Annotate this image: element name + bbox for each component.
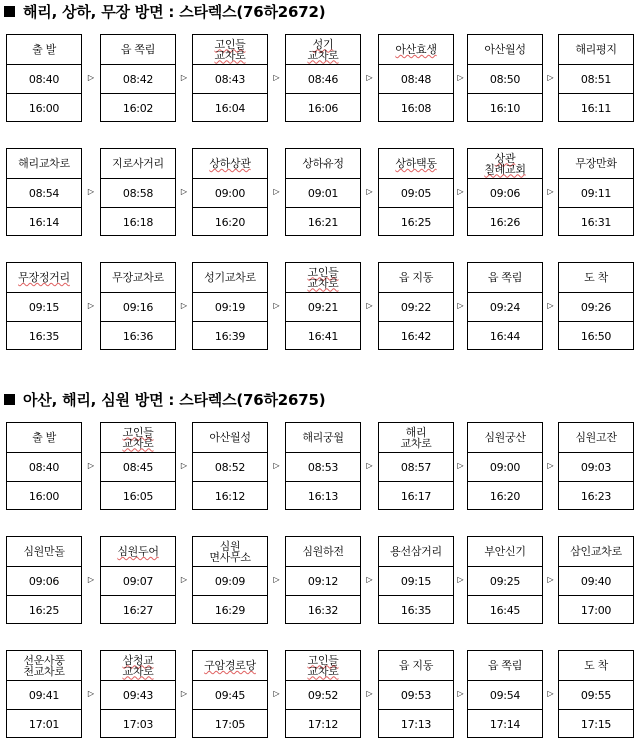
afternoon-time: 16:45 bbox=[489, 603, 521, 617]
afternoon-time: 16:13 bbox=[307, 489, 339, 503]
stop-cell bbox=[378, 650, 454, 738]
stop-name-text: 삼청교 교차로 bbox=[122, 653, 154, 678]
stop-name bbox=[286, 537, 360, 567]
morning-time: 09:41 bbox=[7, 681, 81, 710]
arrow-right-icon: ▷ bbox=[547, 461, 554, 470]
stop-name-text: 읍 지동 bbox=[398, 659, 434, 672]
afternoon-time: 17:01 bbox=[28, 717, 60, 731]
stop-name-text: 성기 교차로 bbox=[307, 37, 339, 62]
stop-name bbox=[559, 263, 633, 293]
stop-cell bbox=[378, 34, 454, 122]
afternoon-time: 16:25 bbox=[28, 603, 60, 617]
morning-time: 09:54 bbox=[468, 681, 542, 710]
stop-name-text: 무장정거리 bbox=[18, 271, 70, 284]
afternoon-time: 16:25 bbox=[400, 215, 432, 229]
stop-cell bbox=[285, 536, 361, 624]
stop-cell bbox=[285, 650, 361, 738]
bullet-square-icon bbox=[4, 394, 15, 405]
stop-name bbox=[379, 35, 453, 65]
stop-cell bbox=[192, 262, 268, 350]
afternoon-time: 16:17 bbox=[400, 489, 432, 503]
morning-time: 09:26 bbox=[559, 293, 633, 322]
morning-time: 09:16 bbox=[101, 293, 175, 322]
stop-name-text: 심원두어 bbox=[117, 545, 159, 558]
afternoon-time: 16:50 bbox=[580, 329, 612, 343]
arrow-right-icon: ▷ bbox=[366, 461, 373, 470]
stop-name-text: 해리평지 bbox=[575, 43, 617, 56]
stop-cell bbox=[285, 148, 361, 236]
stop-name bbox=[379, 263, 453, 293]
morning-time: 09:21 bbox=[286, 293, 360, 322]
morning-time: 08:54 bbox=[7, 179, 81, 208]
route-title bbox=[4, 390, 325, 410]
morning-time: 08:57 bbox=[379, 453, 453, 482]
stop-cell bbox=[467, 148, 543, 236]
stop-name bbox=[101, 263, 175, 293]
stop-name-text: 심원궁산 bbox=[484, 431, 526, 444]
stop-cell bbox=[100, 148, 176, 236]
stop-name bbox=[7, 149, 81, 179]
stop-cell bbox=[192, 34, 268, 122]
stop-cell bbox=[558, 262, 634, 350]
stop-cell bbox=[100, 262, 176, 350]
stop-name bbox=[468, 35, 542, 65]
stop-name-text: 심원만돌 bbox=[23, 545, 65, 558]
stop-name-text: 도 착 bbox=[584, 271, 608, 284]
stop-name-text: 아산월성 bbox=[484, 43, 526, 56]
arrow-right-icon: ▷ bbox=[366, 301, 373, 310]
stop-name bbox=[559, 35, 633, 65]
morning-time: 09:52 bbox=[286, 681, 360, 710]
arrow-right-icon: ▷ bbox=[457, 461, 464, 470]
morning-time: 09:15 bbox=[7, 293, 81, 322]
stop-name bbox=[7, 651, 81, 681]
arrow-right-icon: ▷ bbox=[273, 689, 280, 698]
stop-name-text: 해리궁월 bbox=[302, 431, 344, 444]
arrow-right-icon: ▷ bbox=[366, 187, 373, 196]
morning-time: 08:45 bbox=[101, 453, 175, 482]
stop-cell bbox=[378, 262, 454, 350]
afternoon-time: 16:39 bbox=[214, 329, 246, 343]
arrow-right-icon: ▷ bbox=[457, 73, 464, 82]
stop-name bbox=[286, 35, 360, 65]
morning-time: 09:45 bbox=[193, 681, 267, 710]
stop-name-text: 지로사거리 bbox=[112, 157, 164, 170]
arrow-right-icon: ▷ bbox=[87, 187, 95, 196]
afternoon-time: 16:42 bbox=[400, 329, 432, 343]
afternoon-time: 16:00 bbox=[28, 489, 60, 503]
morning-time: 09:12 bbox=[286, 567, 360, 596]
afternoon-time: 16:05 bbox=[122, 489, 154, 503]
stop-cell bbox=[467, 650, 543, 738]
morning-time: 09:07 bbox=[101, 567, 175, 596]
stop-name bbox=[286, 651, 360, 681]
afternoon-time: 16:21 bbox=[307, 215, 339, 229]
afternoon-time: 17:12 bbox=[307, 717, 339, 731]
stop-name-text: 해리교차로 bbox=[18, 157, 70, 170]
afternoon-time: 16:41 bbox=[307, 329, 339, 343]
arrow-right-icon: ▷ bbox=[180, 575, 188, 584]
stop-name-text: 고인들 교차로 bbox=[307, 265, 339, 290]
morning-time: 08:52 bbox=[193, 453, 267, 482]
afternoon-time: 16:20 bbox=[214, 215, 246, 229]
stop-name bbox=[468, 423, 542, 453]
stop-name-text: 아산효생 bbox=[395, 43, 437, 56]
afternoon-time: 16:08 bbox=[400, 101, 432, 115]
arrow-right-icon: ▷ bbox=[87, 575, 95, 584]
morning-time: 08:48 bbox=[379, 65, 453, 94]
arrow-right-icon: ▷ bbox=[273, 187, 280, 196]
morning-time: 08:50 bbox=[468, 65, 542, 94]
morning-time: 09:09 bbox=[193, 567, 267, 596]
stop-name-text: 고인들 교차로 bbox=[307, 653, 339, 678]
stop-cell bbox=[378, 148, 454, 236]
stop-name-text: 심원고잔 bbox=[575, 431, 617, 444]
stop-name-text: 상관 칠례교회 bbox=[484, 151, 526, 176]
stop-cell bbox=[192, 148, 268, 236]
afternoon-time: 16:32 bbox=[307, 603, 339, 617]
arrow-right-icon: ▷ bbox=[457, 187, 464, 196]
stop-cell bbox=[100, 536, 176, 624]
afternoon-time: 16:11 bbox=[580, 101, 612, 115]
arrow-right-icon: ▷ bbox=[547, 187, 554, 196]
morning-time: 09:24 bbox=[468, 293, 542, 322]
stop-cell bbox=[6, 34, 82, 122]
stop-cell bbox=[558, 148, 634, 236]
stop-name bbox=[286, 423, 360, 453]
route-title-text: 아산, 해리, 심원 방면 : 스타렉스(76하2675) bbox=[23, 391, 326, 409]
stop-cell bbox=[6, 262, 82, 350]
stop-name bbox=[379, 149, 453, 179]
stop-name bbox=[468, 149, 542, 179]
arrow-right-icon: ▷ bbox=[457, 689, 464, 698]
stop-cell bbox=[285, 422, 361, 510]
morning-time: 09:06 bbox=[468, 179, 542, 208]
morning-time: 08:58 bbox=[101, 179, 175, 208]
stop-name-text: 도 착 bbox=[584, 659, 608, 672]
afternoon-time: 17:00 bbox=[580, 603, 612, 617]
stop-name-text: 상하유정 bbox=[302, 157, 344, 170]
stop-name bbox=[559, 651, 633, 681]
stop-name-text: 읍 쪽림 bbox=[487, 271, 523, 284]
morning-time: 08:53 bbox=[286, 453, 360, 482]
stop-name-text: 읍 지동 bbox=[398, 271, 434, 284]
stop-cell bbox=[378, 536, 454, 624]
stop-cell bbox=[100, 34, 176, 122]
arrow-right-icon: ▷ bbox=[87, 689, 95, 698]
morning-time: 08:43 bbox=[193, 65, 267, 94]
afternoon-time: 16:20 bbox=[489, 489, 521, 503]
afternoon-time: 16:36 bbox=[122, 329, 154, 343]
morning-time: 09:11 bbox=[559, 179, 633, 208]
morning-time: 09:55 bbox=[559, 681, 633, 710]
stop-cell bbox=[100, 422, 176, 510]
stop-name bbox=[559, 537, 633, 567]
afternoon-time: 17:15 bbox=[580, 717, 612, 731]
stop-cell bbox=[192, 536, 268, 624]
stop-name bbox=[101, 651, 175, 681]
stop-name bbox=[193, 263, 267, 293]
stop-cell bbox=[6, 148, 82, 236]
stop-name-text: 부안신기 bbox=[484, 545, 526, 558]
stop-name-text: 심원하전 bbox=[302, 545, 344, 558]
arrow-right-icon: ▷ bbox=[273, 73, 280, 82]
morning-time: 09:53 bbox=[379, 681, 453, 710]
arrow-right-icon: ▷ bbox=[366, 689, 373, 698]
stop-cell bbox=[467, 262, 543, 350]
morning-time: 08:40 bbox=[7, 65, 81, 94]
morning-time: 08:40 bbox=[7, 453, 81, 482]
stop-name-text: 용선삼거리 bbox=[390, 545, 442, 558]
stop-cell bbox=[285, 262, 361, 350]
stop-cell bbox=[467, 34, 543, 122]
stop-name-text: 읍 쪽림 bbox=[120, 43, 156, 56]
morning-time: 09:01 bbox=[286, 179, 360, 208]
stop-name bbox=[193, 537, 267, 567]
afternoon-time: 17:13 bbox=[400, 717, 432, 731]
morning-time: 09:22 bbox=[379, 293, 453, 322]
arrow-right-icon: ▷ bbox=[366, 73, 373, 82]
afternoon-time: 16:12 bbox=[214, 489, 246, 503]
arrow-right-icon: ▷ bbox=[547, 689, 554, 698]
afternoon-time: 16:29 bbox=[214, 603, 246, 617]
stop-name bbox=[286, 263, 360, 293]
arrow-right-icon: ▷ bbox=[180, 301, 188, 310]
stop-name bbox=[286, 149, 360, 179]
stop-name bbox=[193, 35, 267, 65]
stop-name-text: 고인들 교차로 bbox=[214, 37, 246, 62]
stop-name-text: 해리 교차로 bbox=[400, 425, 432, 450]
morning-time: 09:25 bbox=[468, 567, 542, 596]
stop-name-text: 선운사풍 천교차로 bbox=[23, 653, 65, 678]
morning-time: 09:00 bbox=[468, 453, 542, 482]
stop-name bbox=[468, 263, 542, 293]
stop-name bbox=[559, 423, 633, 453]
afternoon-time: 17:14 bbox=[489, 717, 521, 731]
arrow-right-icon: ▷ bbox=[180, 187, 188, 196]
stop-name bbox=[559, 149, 633, 179]
stop-name bbox=[193, 651, 267, 681]
afternoon-time: 16:35 bbox=[400, 603, 432, 617]
arrow-right-icon: ▷ bbox=[180, 73, 188, 82]
afternoon-time: 16:31 bbox=[580, 215, 612, 229]
stop-cell bbox=[467, 422, 543, 510]
morning-time: 09:40 bbox=[559, 567, 633, 596]
stop-cell bbox=[100, 650, 176, 738]
afternoon-time: 16:44 bbox=[489, 329, 521, 343]
stop-name bbox=[7, 423, 81, 453]
stop-cell bbox=[378, 422, 454, 510]
afternoon-time: 16:02 bbox=[122, 101, 154, 115]
morning-time: 09:43 bbox=[101, 681, 175, 710]
afternoon-time: 17:03 bbox=[122, 717, 154, 731]
stop-cell bbox=[192, 650, 268, 738]
stop-name bbox=[7, 537, 81, 567]
stop-name-text: 무장교차로 bbox=[112, 271, 164, 284]
afternoon-time: 16:10 bbox=[489, 101, 521, 115]
morning-time: 09:00 bbox=[193, 179, 267, 208]
stop-name-text: 상하택동 bbox=[395, 157, 437, 170]
arrow-right-icon: ▷ bbox=[87, 301, 95, 310]
afternoon-time: 16:23 bbox=[580, 489, 612, 503]
arrow-right-icon: ▷ bbox=[180, 689, 188, 698]
stop-name bbox=[7, 263, 81, 293]
route-title bbox=[4, 2, 325, 22]
stop-cell bbox=[6, 650, 82, 738]
morning-time: 09:15 bbox=[379, 567, 453, 596]
stop-cell bbox=[6, 422, 82, 510]
arrow-right-icon: ▷ bbox=[273, 575, 280, 584]
morning-time: 09:05 bbox=[379, 179, 453, 208]
stop-name-text: 상하상관 bbox=[209, 157, 251, 170]
stop-name bbox=[379, 651, 453, 681]
afternoon-time: 16:27 bbox=[122, 603, 154, 617]
stop-cell bbox=[558, 650, 634, 738]
stop-name bbox=[101, 35, 175, 65]
stop-name bbox=[101, 537, 175, 567]
arrow-right-icon: ▷ bbox=[273, 301, 280, 310]
morning-time: 08:42 bbox=[101, 65, 175, 94]
morning-time: 08:51 bbox=[559, 65, 633, 94]
stop-name bbox=[193, 423, 267, 453]
stop-name bbox=[7, 35, 81, 65]
afternoon-time: 17:05 bbox=[214, 717, 246, 731]
stop-name bbox=[101, 149, 175, 179]
arrow-right-icon: ▷ bbox=[87, 461, 95, 470]
stop-name bbox=[379, 423, 453, 453]
stop-name-text: 출 발 bbox=[32, 431, 56, 444]
afternoon-time: 16:35 bbox=[28, 329, 60, 343]
stop-cell bbox=[192, 422, 268, 510]
stop-cell bbox=[467, 536, 543, 624]
afternoon-time: 16:14 bbox=[28, 215, 60, 229]
arrow-right-icon: ▷ bbox=[366, 575, 373, 584]
stop-name-text: 심원 면사무소 bbox=[209, 539, 251, 564]
stop-name-text: 성기교차로 bbox=[204, 271, 256, 284]
stop-name-text: 아산월성 bbox=[209, 431, 251, 444]
arrow-right-icon: ▷ bbox=[547, 301, 554, 310]
afternoon-time: 16:18 bbox=[122, 215, 154, 229]
stop-cell bbox=[558, 34, 634, 122]
arrow-right-icon: ▷ bbox=[180, 461, 188, 470]
morning-time: 08:46 bbox=[286, 65, 360, 94]
afternoon-time: 16:04 bbox=[214, 101, 246, 115]
afternoon-time: 16:00 bbox=[28, 101, 60, 115]
morning-time: 09:03 bbox=[559, 453, 633, 482]
arrow-right-icon: ▷ bbox=[457, 575, 464, 584]
bullet-square-icon bbox=[4, 6, 15, 17]
stop-name bbox=[468, 651, 542, 681]
route-title-text: 해리, 상하, 무장 방면 : 스타렉스(76하2672) bbox=[23, 3, 326, 21]
stop-name-text: 구암경로당 bbox=[204, 659, 256, 672]
stop-cell bbox=[285, 34, 361, 122]
arrow-right-icon: ▷ bbox=[273, 461, 280, 470]
morning-time: 09:06 bbox=[7, 567, 81, 596]
arrow-right-icon: ▷ bbox=[87, 73, 95, 82]
stop-name bbox=[101, 423, 175, 453]
stop-name-text: 출 발 bbox=[32, 43, 56, 56]
stop-cell bbox=[6, 536, 82, 624]
afternoon-time: 16:06 bbox=[307, 101, 339, 115]
stop-name bbox=[193, 149, 267, 179]
arrow-right-icon: ▷ bbox=[547, 575, 554, 584]
stop-cell bbox=[558, 422, 634, 510]
stop-name bbox=[379, 537, 453, 567]
stop-name bbox=[468, 537, 542, 567]
morning-time: 09:19 bbox=[193, 293, 267, 322]
stop-cell bbox=[558, 536, 634, 624]
arrow-right-icon: ▷ bbox=[457, 301, 464, 310]
afternoon-time: 16:26 bbox=[489, 215, 521, 229]
stop-name-text: 고인들 교차로 bbox=[122, 425, 154, 450]
arrow-right-icon: ▷ bbox=[547, 73, 554, 82]
stop-name-text: 삼인교차로 bbox=[570, 545, 622, 558]
stop-name-text: 읍 쪽림 bbox=[487, 659, 523, 672]
stop-name-text: 무장만화 bbox=[575, 157, 617, 170]
